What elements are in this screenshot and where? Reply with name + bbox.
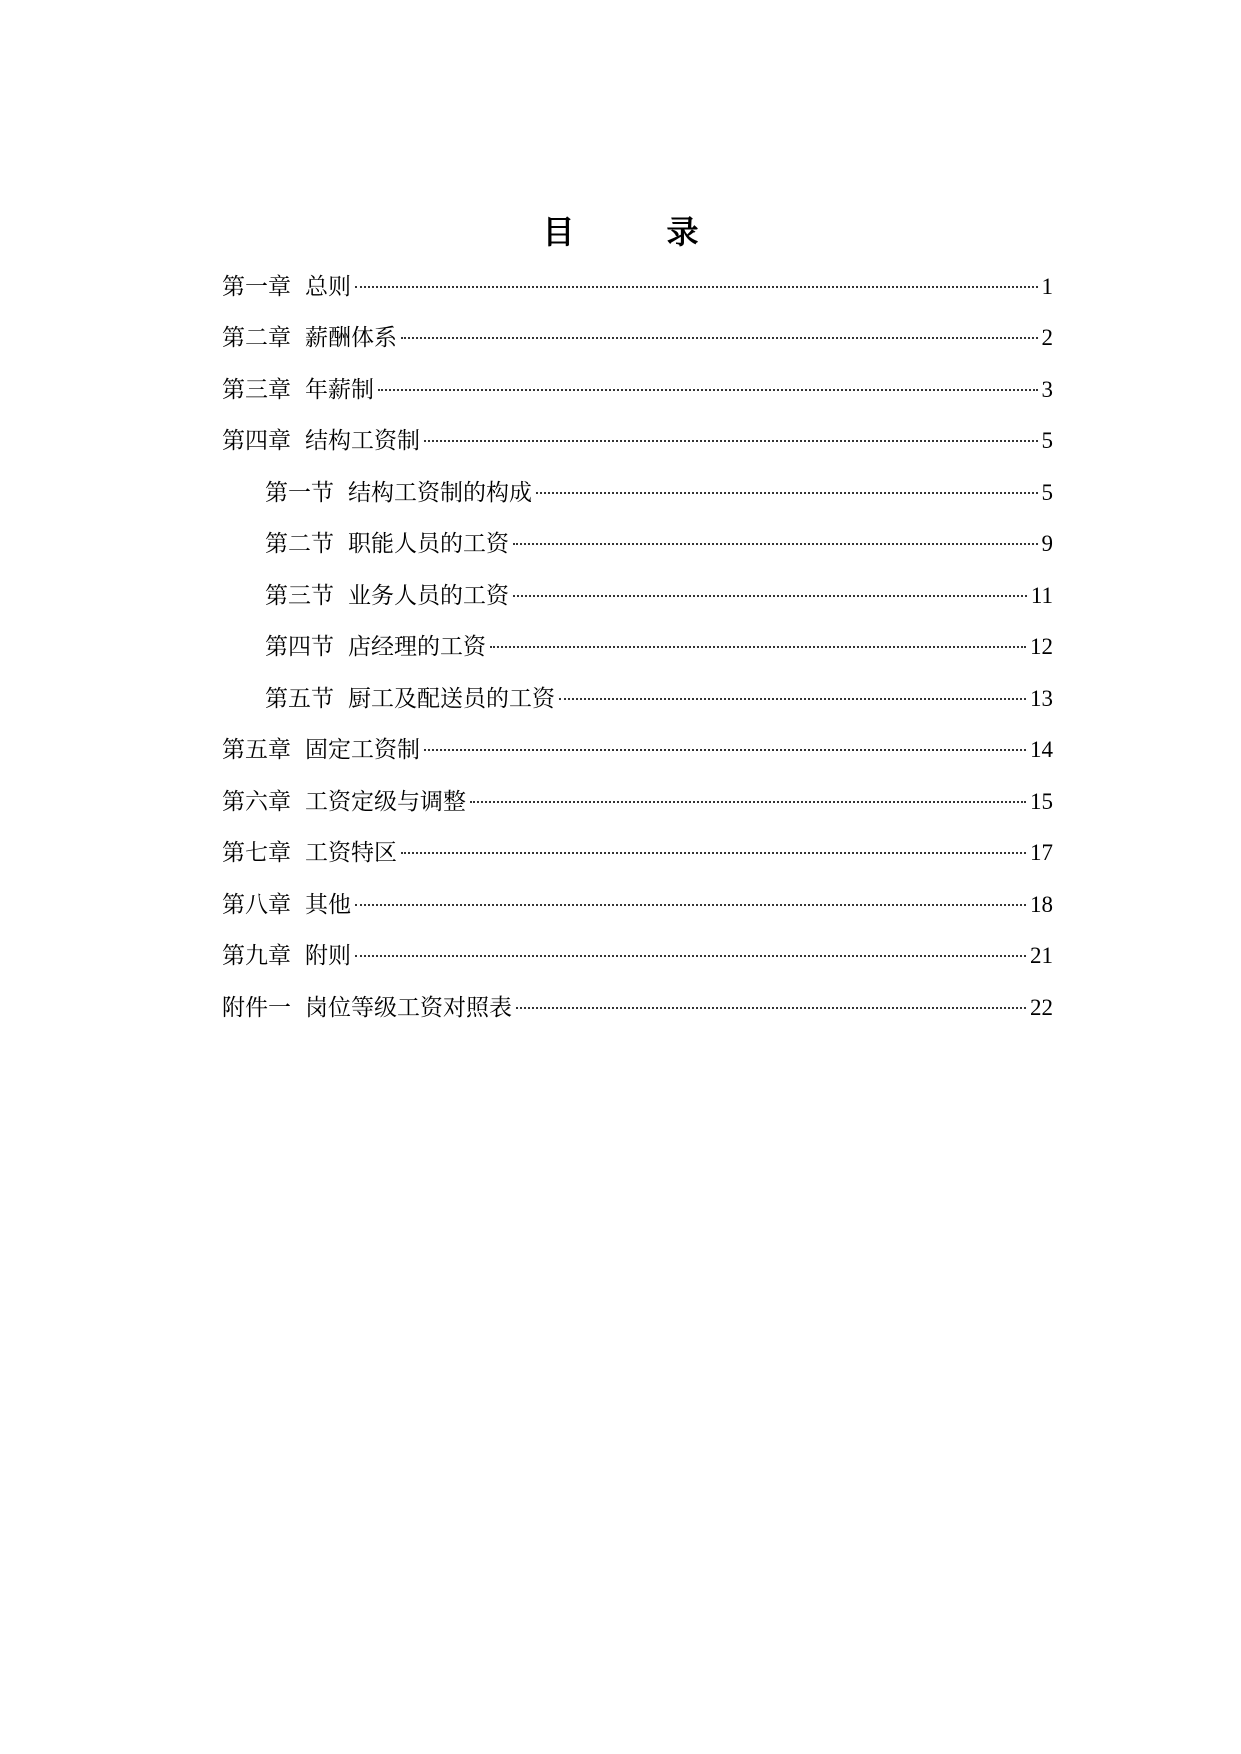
- toc-entry[interactable]: [222, 888, 1053, 922]
- toc-page-number: 2: [1041, 325, 1053, 350]
- toc-entry-label: [265, 476, 532, 510]
- toc-entry-number: 第二章: [222, 325, 291, 351]
- toc-entry[interactable]: [265, 682, 1053, 716]
- toc-entry-number: 第三章: [222, 377, 291, 403]
- toc-dot-leader: [401, 337, 1038, 339]
- toc-entry-text: 工资特区: [305, 840, 397, 866]
- toc-entry-number: 第一节: [265, 480, 334, 506]
- toc-entry-number: 第四节: [265, 634, 334, 660]
- toc-entry-label: [265, 682, 555, 716]
- toc-entry-label: [222, 424, 420, 458]
- toc-entry-label: [222, 836, 397, 870]
- toc-dot-leader: [424, 749, 1026, 751]
- toc-entry-text: 附则: [305, 943, 351, 969]
- toc-entry-number: 第二节: [265, 531, 334, 557]
- toc-entry-label: [265, 527, 509, 561]
- toc-page-number: 13: [1030, 686, 1053, 711]
- toc-entry-text: 总则: [305, 274, 351, 300]
- toc-entry-label: [222, 733, 420, 767]
- toc-entry[interactable]: [265, 527, 1053, 561]
- toc-entry-number: 第九章: [222, 943, 291, 969]
- toc-entry[interactable]: [222, 424, 1053, 458]
- toc-page-number: 12: [1030, 634, 1053, 659]
- toc-entry-number: 第六章: [222, 789, 291, 815]
- toc-entry-text: 厨工及配送员的工资: [348, 686, 555, 712]
- toc-entry[interactable]: [265, 476, 1053, 510]
- toc-entry-number: 第八章: [222, 892, 291, 918]
- toc-entry[interactable]: [222, 836, 1053, 870]
- toc-entry[interactable]: [222, 270, 1053, 304]
- toc-entry[interactable]: [222, 373, 1053, 407]
- toc-entry[interactable]: [222, 321, 1053, 355]
- toc-entry-label: [265, 579, 509, 613]
- toc-entry[interactable]: [222, 939, 1053, 973]
- toc-page-number: 11: [1030, 583, 1053, 608]
- toc-entry-text: 固定工资制: [305, 737, 420, 763]
- toc-page-number: 5: [1041, 480, 1053, 505]
- toc-entry-number: 第四章: [222, 428, 291, 454]
- toc-page-number: 22: [1030, 995, 1053, 1020]
- toc-entry[interactable]: [222, 785, 1053, 819]
- toc-entry-label: [222, 939, 351, 973]
- toc-dot-leader: [355, 955, 1026, 957]
- toc-page-number: 5: [1041, 428, 1053, 453]
- toc-dot-leader: [355, 904, 1026, 906]
- toc-dot-leader: [516, 1007, 1026, 1009]
- toc-entry-number: 第三节: [265, 583, 334, 609]
- toc-page-number: 18: [1030, 892, 1053, 917]
- toc-page-number: 1: [1041, 274, 1053, 299]
- toc-entry-number: 第一章: [222, 274, 291, 300]
- toc-dot-leader: [355, 286, 1038, 288]
- toc-entry-label: [222, 888, 351, 922]
- toc-page-number: 21: [1030, 943, 1053, 968]
- toc-dot-leader: [378, 389, 1038, 391]
- toc-dot-leader: [490, 646, 1026, 648]
- toc-page-number: 9: [1041, 531, 1053, 556]
- toc-entry-text: 业务人员的工资: [348, 583, 509, 609]
- toc-title: 目 录: [542, 213, 729, 251]
- toc-entry-number: 第五节: [265, 686, 334, 712]
- toc-dot-leader: [401, 852, 1026, 854]
- toc-entry-number: 第五章: [222, 737, 291, 763]
- toc-dot-leader: [470, 801, 1026, 803]
- toc-dot-leader: [424, 440, 1038, 442]
- toc-entry-text: 薪酬体系: [305, 325, 397, 351]
- toc-entry-label: [222, 785, 466, 819]
- toc-entry-text: 岗位等级工资对照表: [305, 995, 512, 1021]
- toc-entry-text: 结构工资制: [305, 428, 420, 454]
- toc-dot-leader: [559, 698, 1026, 700]
- toc-entry-label: [222, 373, 374, 407]
- toc-entry-label: [222, 991, 512, 1025]
- toc-entry-label: [265, 630, 486, 664]
- toc-dot-leader: [536, 492, 1038, 494]
- toc-entry-number: 附件一: [222, 995, 291, 1021]
- toc-entry-text: 结构工资制的构成: [348, 480, 532, 506]
- toc-entry[interactable]: [222, 991, 1053, 1025]
- toc-entry-label: [222, 321, 397, 355]
- toc-page-number: 17: [1030, 840, 1053, 865]
- toc-entry-number: 第七章: [222, 840, 291, 866]
- toc-page-number: 15: [1030, 789, 1053, 814]
- toc-entry-text: 职能人员的工资: [348, 531, 509, 557]
- toc-dot-leader: [513, 543, 1038, 545]
- toc-page-number: 3: [1041, 377, 1053, 402]
- toc-entry-text: 工资定级与调整: [305, 789, 466, 815]
- toc-entry[interactable]: [222, 733, 1053, 767]
- toc-entry-text: 店经理的工资: [348, 634, 486, 660]
- toc-dot-leader: [513, 595, 1027, 597]
- toc-page-number: 14: [1030, 737, 1053, 762]
- toc-entry-label: [222, 270, 351, 304]
- toc-entry-text: 年薪制: [305, 377, 374, 403]
- toc-entry-text: 其他: [305, 892, 351, 918]
- toc-entry[interactable]: [265, 630, 1053, 664]
- toc-entry[interactable]: [265, 579, 1053, 613]
